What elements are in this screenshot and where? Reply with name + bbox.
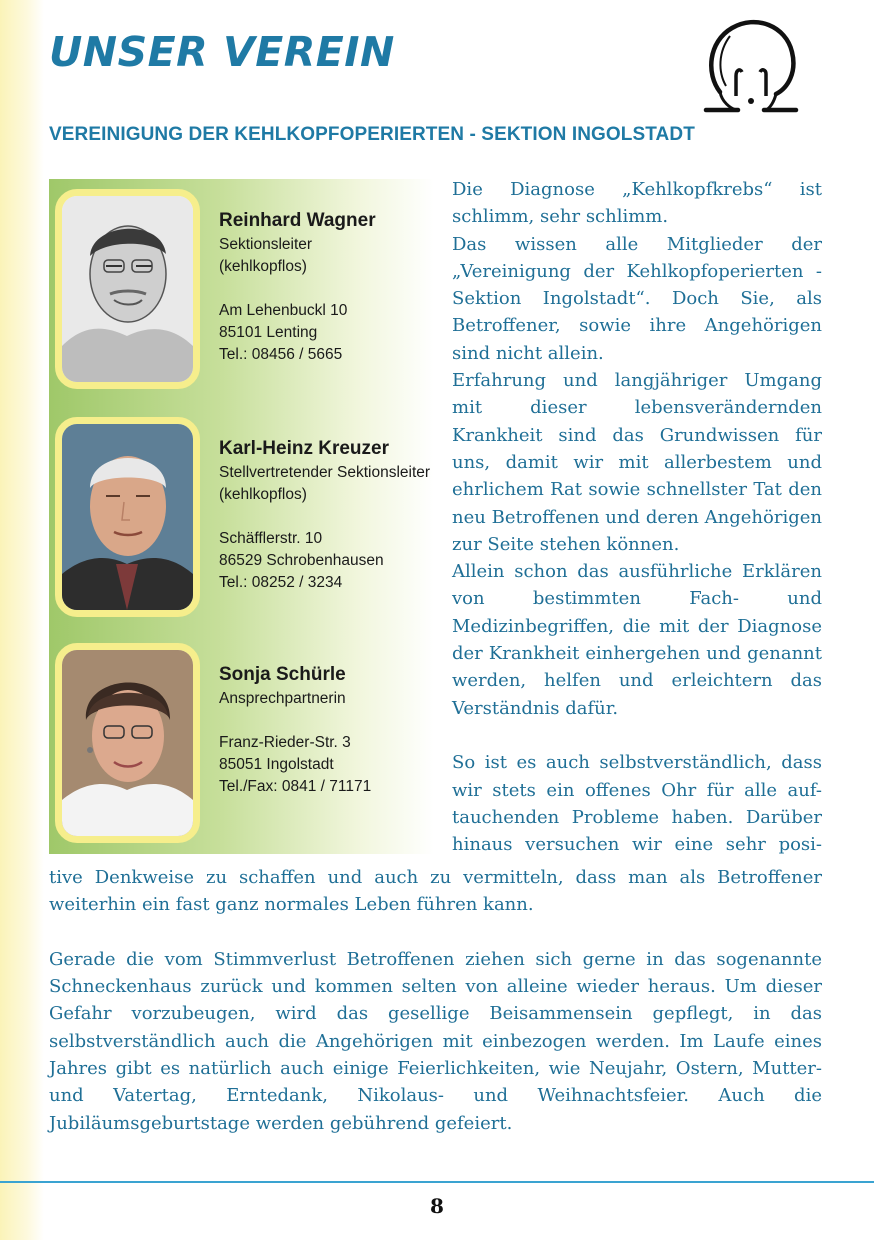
contact-city: 85101 Lenting [219,324,318,341]
paragraph-line: hinaus versuchen wir eine sehr posi- [452,834,822,856]
contact-card [49,417,434,617]
contact-role: Stellvertretender Sektionsleiter [219,464,431,481]
contact-name: Karl-Heinz Kreuzer [219,438,389,459]
laryngectomy-club-logo-icon [700,12,804,116]
full-width-text [49,864,822,1137]
contact-city: 85051 Ingolstadt [219,756,334,773]
paragraph: Gerade die vom Stimmverlust Betroffenen ziehen sich gerne in das sogenannte Schneckenhaus zurück und kommen selten von alleine wieder heraus. Um dieser Gefahr vorzubeugen, wird das gesellige Beisammensein gepflegt, in das selbstverständlich auch die Angehörigen mit einbezogen werden. Im Laufe eines Jahres gibt es natürlich auch einige Feierlichkeiten, wie Neujahr, Ostern, Mutter- und Vatertag, Erntedank, Nikolaus- und Weihnachtsfeier. Auch die Jubiläumsgeburtstage werden gebührend gefeiert. [49,948,822,1134]
contact-name: Sonja Schürle [219,664,346,685]
paragraph: Die Diagnose „Kehlkopfkrebs“ ist schlimm, sehr schlimm. [452,179,822,228]
contact-card [49,189,434,389]
paragraph-line: So ist es auch selbstverständlich, dass [452,752,822,774]
section-subtitle: VEREINIGUNG DER KEHLKOPFOPERIERTEN - SEKTION INGOLSTADT [49,124,695,145]
paragraph: Das wissen alle Mitglieder der „Vereinigung der Kehlkopfoperierten - Sektion Ingolstadt“. Doch Sie, als Betroffener, sowie ihre Angehörigen sind nicht allein. [452,233,822,364]
paragraph: Erfahrung und langjähriger Umgang mit dieser lebensverändernden Krankheit sind das Grundwissen für uns, damit wir mit allerbestem und ehrlichem Rat sowie schnellster Tat den neu Betroffenen und deren Angehörigen zur Seite stehen können. [452,370,822,555]
contact-street: Am Lehenbuckl 10 [219,302,348,319]
contact-street: Schäfflerstr. 10 [219,530,323,547]
intro-text-column [452,176,822,858]
contact-phone: Tel.: 08456 / 5665 [219,346,343,363]
contact-note: (kehlkopflos) [219,258,307,275]
contacts-panel [49,179,434,854]
page-title: UNSER VEREIN [49,28,395,76]
footer-rule [0,1181,874,1183]
contact-card [49,643,434,843]
contact-phone: Tel.: 08252 / 3234 [219,574,343,591]
contact-note: (kehlkopflos) [219,486,307,503]
portrait-photo [55,643,200,843]
contact-name: Reinhard Wagner [219,210,376,231]
paragraph-line: tauchenden Probleme haben. Darüber [452,806,822,828]
contact-role: Sektionsleiter [219,236,313,253]
paragraph: tive Denkweise zu schaffen und auch zu vermitteln, dass man als Betroffener weiterhin ein fast ganz normales Leben führen kann. [49,867,822,916]
paragraph: Allein schon das ausführliche Erklären von bestimmten Fach- und Medizinbegriffen, die mit der Diagnose der Krankheit einhergehen und genannt werden, helfen und erleichtern das Verständnis dafür. [452,561,822,719]
contact-street: Franz-Rieder-Str. 3 [219,734,351,751]
portrait-photo [55,189,200,389]
contact-city: 86529 Schrobenhausen [219,552,384,569]
page-number: 8 [430,1194,444,1218]
contact-phone: Tel./Fax: 0841 / 71171 [219,778,372,795]
page-edge-gradient [0,0,44,1240]
contact-role: Ansprechpartnerin [219,690,346,707]
portrait-photo [55,417,200,617]
paragraph-line: wir stets ein offenes Ohr für alle auf- [452,779,822,801]
